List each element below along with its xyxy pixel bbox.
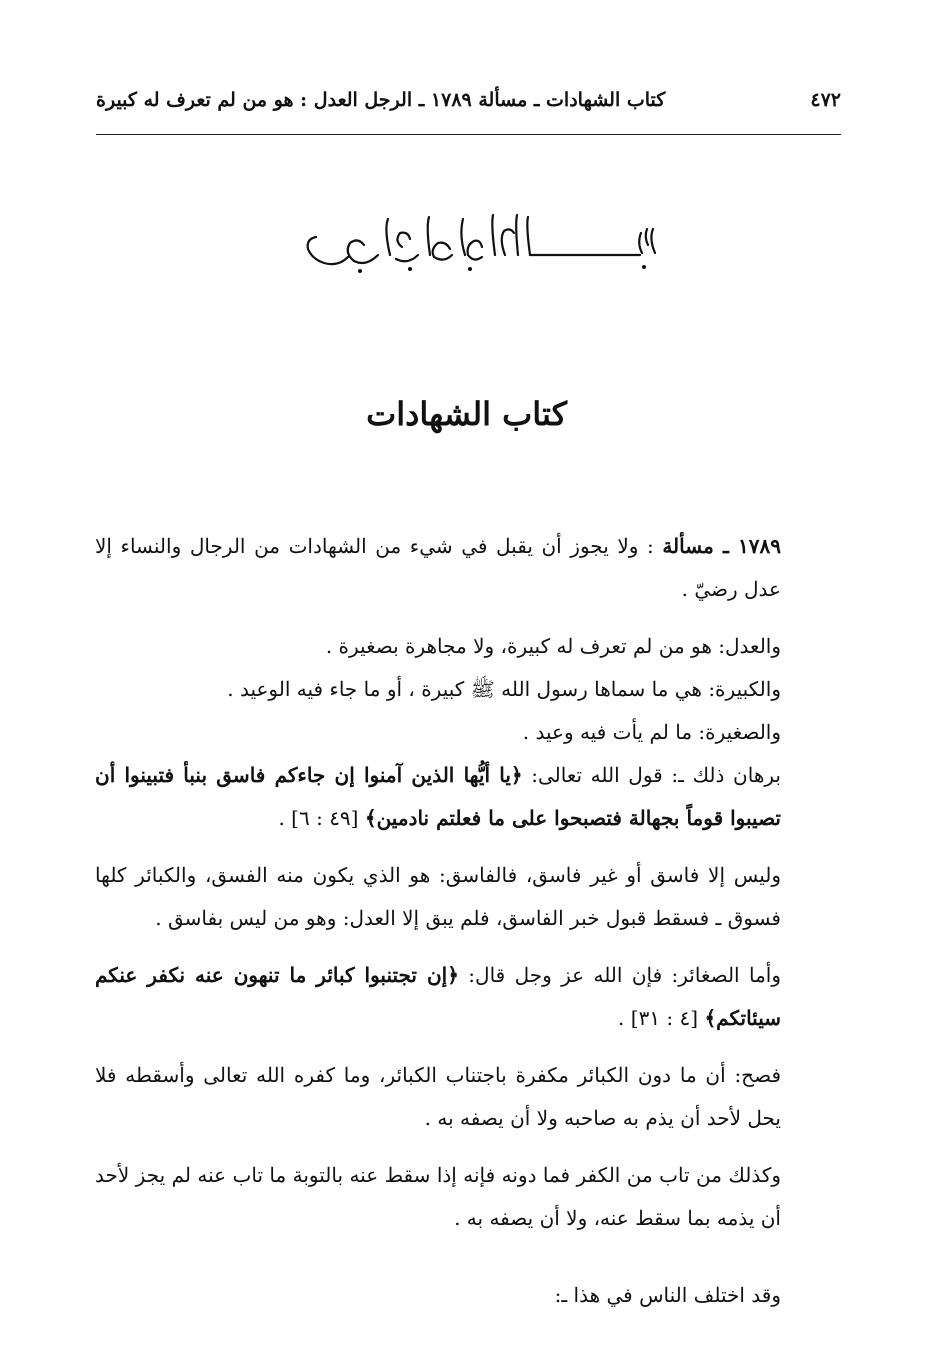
main-text xyxy=(95,525,841,1317)
definition-adl: والعدل: هو من لم تعرف له كبيرة، ولا مجاهرة بصغيرة . xyxy=(325,634,781,658)
definition-saghira: والصغيرة: ما لم يأت فيه وعيد . xyxy=(522,720,781,744)
chapter-title: كتاب الشهادات xyxy=(366,395,567,433)
masala-text: : ولا يجوز أن يقبل في شيء من الشهادات من الرجال والنساء إلا عدل رضيّ . xyxy=(95,534,781,601)
running-title: كتاب الشهادات ـ مسألة ١٧٨٩ ـ الرجل العدل : هو من لم تعرف له كبيرة xyxy=(96,89,666,111)
running-header xyxy=(96,82,841,118)
verse-reference: [٤٩ : ٦] . xyxy=(278,806,365,830)
verse-reference: [٤ : ٣١] . xyxy=(618,1006,705,1030)
paragraph-saghair xyxy=(95,954,841,1040)
quran-verse: ﴿إن تجتنبوا كبائر ما تنهون عنه نكفر عنكم سيئاتكم﴾ xyxy=(95,963,781,1030)
definition-kabira: والكبيرة: هي ما سماها رسول الله ﷺ كبيرة ، أو ما جاء فيه الوعيد . xyxy=(227,677,781,701)
proof-intro: برهان ذلك ـ: قول الله تعالى: xyxy=(522,763,781,787)
paragraph-fasah: فصح: أن ما دون الكبائر مكفرة باجتناب الكبائر، وما كفره الله تعالى وأسقطه فلا يحل لأحد أن يذم به صاحبه ولا أن يصفه به . xyxy=(95,1063,782,1130)
paragraph-ikhtalaf: وقد اختلف الناس في هذا ـ: xyxy=(554,1283,781,1307)
quran-verse: ﴿يا أيُّها الذين آمنوا إن جاءكم فاسق بنبأ فتبينوا أن تصيبوا قوماً بجهالة فتصبحوا على ما فعلتم نادمين﴾ xyxy=(95,763,781,830)
paragraph-tawba: وكذلك من تاب من الكفر فما دونه فإنه إذا سقط عنه بالتوبة ما تاب عنه لم يجز لأحد أن يذمه بما سقط عنه، ولا أن يصفه به . xyxy=(95,1163,781,1230)
saghair-intro: وأما الصغائر: فإن الله عز وجل قال: xyxy=(458,963,782,987)
paragraph-proof xyxy=(95,754,841,840)
page-number: ٤٧٢ xyxy=(810,89,841,111)
paragraph-masala xyxy=(95,525,841,611)
paragraph-fasiq: وليس إلا فاسق أو غير فاسق، فالفاسق: هو الذي يكون منه الفسق، والكبائر كلها فسوق ـ فسقط قبول خبر الفاسق، فلم يبق إلا العدل: وهو من ليس بفاسق . xyxy=(95,863,781,930)
header-rule xyxy=(96,134,841,135)
basmala-calligraphy xyxy=(290,205,670,285)
masala-number: ١٧٨٩ ـ مسألة xyxy=(662,534,781,558)
